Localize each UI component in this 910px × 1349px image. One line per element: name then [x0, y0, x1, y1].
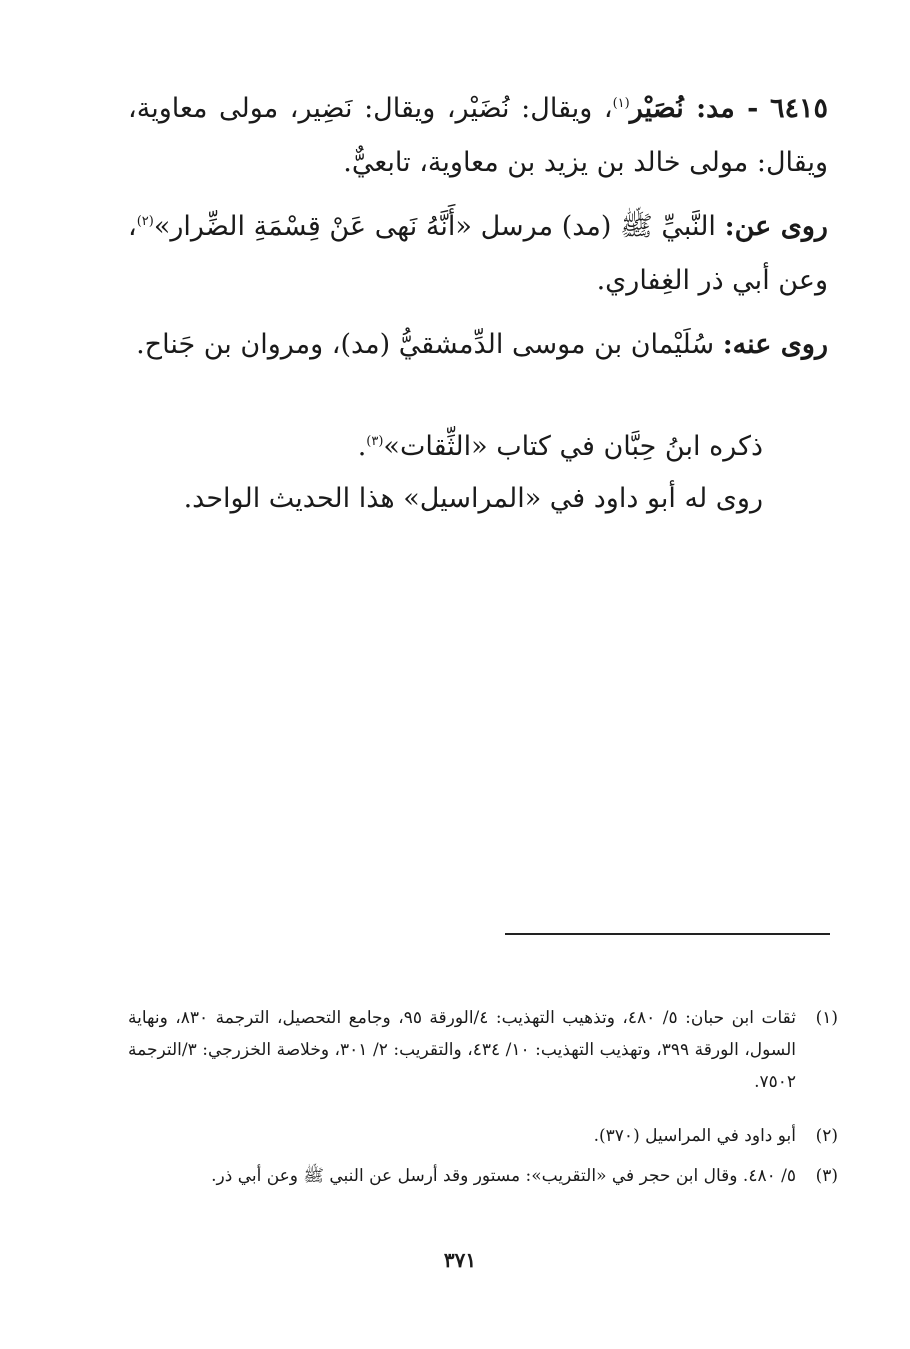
narrated-by-paragraph	[128, 318, 828, 372]
footnote-text: ثقات ابن حبان: ٥/ ٤٨٠، وتذهيب التهذيب: ٤/الورقة ٩٥، وجامع التحصيل، الترجمة ٨٣٠، ونهاية السول، الورقة ٣٩٩، وتهذيب التهذيب: ١٠/ ٤٣٤، والتقريب: ٢/ ٣٠١، وخلاصة الخزرجي: ٣/الترجمة ٧٥٠٢.	[128, 1008, 797, 1092]
narrated-from-paragraph	[128, 200, 828, 308]
mention-paragraph	[128, 420, 763, 474]
entry-text: ، ويقال: نُضَيْر، ويقال: نَضِير، مولى معاوية، ويقال: مولى خالد بن يزيد بن معاوية، تابعيٌّ.	[128, 93, 828, 178]
narrated-from-text-end: ، وعن أبي ذر الغِفاري.	[128, 211, 828, 296]
narrated-by-text: سُلَيْمان بن موسى الدِّمشقيُّ (مد)، ومروان بن جَناح.	[136, 329, 715, 360]
narrated-for-text: روى له أبو داود في «المراسيل» هذا الحديث الواحد.	[183, 483, 763, 514]
footnote-divider	[505, 933, 830, 935]
mention-text: ذكره ابنُ حِبَّان في كتاب «الثِّقات»	[383, 431, 763, 462]
footnote-number: (٣)	[815, 1166, 838, 1186]
footnote-3	[128, 1160, 838, 1192]
entry-paragraph	[128, 82, 828, 190]
narrated-by-label: روى عنه:	[722, 329, 828, 360]
narrated-from-text: النَّبيِّ ﷺ (مد) مرسل «أَنَّهُ نَهى عَنْ قِسْمَةِ الضِّرار»	[153, 211, 716, 242]
footnote-number: (١)	[815, 1008, 838, 1028]
mention-end: .	[357, 431, 367, 462]
footnote-number: (٢)	[815, 1126, 838, 1146]
footnote-text: ٥/ ٤٨٠. وقال ابن حجر في «التقريب»: مستور وقد أرسل عن النبي ﷺ وعن أبي ذر.	[211, 1166, 796, 1186]
narrated-from-label: روى عن:	[724, 211, 828, 242]
footnote-2	[128, 1120, 838, 1152]
page-number: ٣٧١	[443, 1248, 477, 1272]
entry-name: - مد: نُصَيْر	[629, 93, 759, 124]
entry-number: ٦٤١٥	[769, 93, 828, 124]
footnote-ref-2: (٢)	[136, 214, 154, 229]
footnote-ref-1: (١)	[612, 96, 630, 111]
footnote-ref-3: (٣)	[366, 434, 384, 449]
footnote-text: أبو داود في المراسيل (٣٧٠).	[593, 1126, 796, 1146]
narrated-for-paragraph	[128, 472, 763, 526]
footnote-1	[128, 1002, 838, 1098]
